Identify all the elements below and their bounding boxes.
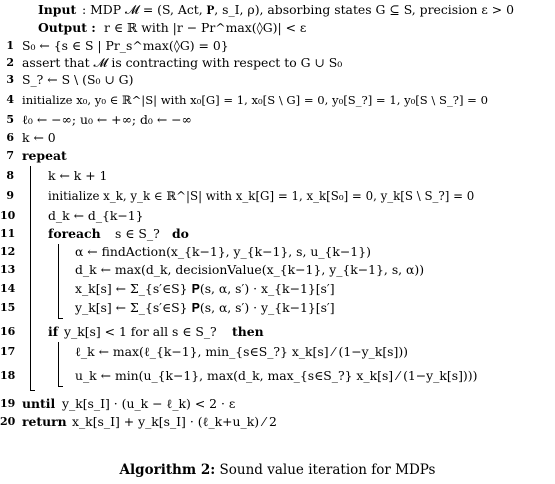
if-block-end <box>58 386 63 387</box>
line-number: 16 <box>0 325 16 338</box>
repeat-block-end <box>30 390 35 391</box>
input-label: Input <box>38 2 77 17</box>
keyword-foreach: foreach <box>48 226 101 241</box>
keyword-return: return <box>22 414 67 429</box>
output-text: r ∈ ℝ with |r − Pr^max(◊G)| < ε <box>104 20 307 35</box>
line-number: 12 <box>0 245 16 258</box>
line-number: 7 <box>6 149 14 162</box>
line-text: x_k[s_I] + y_k[s_I] · (ℓ_k+u_k) ⁄ 2 <box>72 414 277 429</box>
line-number: 10 <box>0 209 16 222</box>
line-text: S_? ← S \ (S₀ ∪ G) <box>22 72 134 87</box>
foreach-block-end <box>58 318 63 319</box>
line-number: 13 <box>0 263 16 276</box>
line-number: 4 <box>6 93 14 106</box>
output-label: Output : <box>38 20 96 35</box>
line-number: 9 <box>6 189 14 202</box>
line-number: 14 <box>0 282 16 295</box>
keyword-do: do <box>172 226 189 241</box>
line-number: 1 <box>6 39 14 52</box>
line-text: y_k[s_I] · (u_k − ℓ_k) < 2 · ε <box>62 396 236 411</box>
caption-text: Sound value iteration for MDPs <box>219 462 436 478</box>
line-text: d_k ← d_{k−1} <box>48 208 144 223</box>
algorithm-caption <box>0 462 555 478</box>
line-number: 18 <box>0 369 16 382</box>
keyword-if: if <box>48 324 59 339</box>
line-text: x_k[s] ← Σ_{s′∈S} 𝐏(s, α, s′) · x_{k−1}[s′] <box>75 281 335 296</box>
line-text: u_k ← min(u_{k−1}, max(d_k, max_{s∈S_?} x_k[s] ⁄ (1−y_k[s]))) <box>75 368 478 383</box>
line-text: k ← 0 <box>22 130 56 145</box>
line-text: k ← k + 1 <box>48 168 108 183</box>
line-text: y_k[s] < 1 for all s ∈ S_? <box>64 324 217 339</box>
foreach-block-bar <box>58 244 59 318</box>
line-text: d_k ← max(d_k, decisionValue(x_{k−1}, y_{k−1}, s, α)) <box>75 262 425 277</box>
line-text: y_k[s] ← Σ_{s′∈S} 𝐏(s, α, s′) · y_{k−1}[s′] <box>75 300 335 315</box>
line-number: 15 <box>0 301 16 314</box>
line-text: initialize x₀, y₀ ∈ ℝ^|S| with x₀[G] = 1, x₀[S \ G] = 0, y₀[S_?] = 1, y₀[S \ S_?] = 0 <box>22 93 488 107</box>
keyword-then: then <box>232 324 264 339</box>
line-number: 17 <box>0 345 16 358</box>
input-text: : MDP 𝓜 = (S, Act, 𝐏, s_I, ρ), absorbing states G ⊆ S, precision ε > 0 <box>82 2 514 17</box>
line-number: 20 <box>0 415 16 428</box>
if-block-bar <box>58 342 59 386</box>
keyword-until: until <box>22 396 56 411</box>
line-number: 5 <box>6 113 14 126</box>
line-text: initialize x_k, y_k ∈ ℝ^|S| with x_k[G] = 1, x_k[S₀] = 0, y_k[S \ S_?] = 0 <box>48 189 475 203</box>
line-text: assert that 𝓜 is contracting with respect to G ∪ S₀ <box>22 55 343 70</box>
caption-label: Algorithm 2: <box>119 462 216 478</box>
line-number: 8 <box>6 169 14 182</box>
line-text: S₀ ← {s ∈ S | Pr_s^max(◊G) = 0} <box>22 38 229 53</box>
line-number: 6 <box>6 131 14 144</box>
line-number: 2 <box>6 56 14 69</box>
line-text: ℓ₀ ← −∞; u₀ ← +∞; d₀ ← −∞ <box>22 112 192 127</box>
line-text: s ∈ S_? <box>115 226 160 241</box>
line-number: 3 <box>6 73 14 86</box>
line-number: 19 <box>0 397 16 410</box>
line-text: ℓ_k ← max(ℓ_{k−1}, min_{s∈S_?} x_k[s] ⁄ (1−y_k[s])) <box>75 344 409 359</box>
repeat-block-bar <box>30 166 31 390</box>
line-text: α ← findAction(x_{k−1}, y_{k−1}, s, u_{k−1}) <box>75 244 371 259</box>
line-number: 11 <box>0 227 16 240</box>
keyword-repeat: repeat <box>22 148 67 163</box>
